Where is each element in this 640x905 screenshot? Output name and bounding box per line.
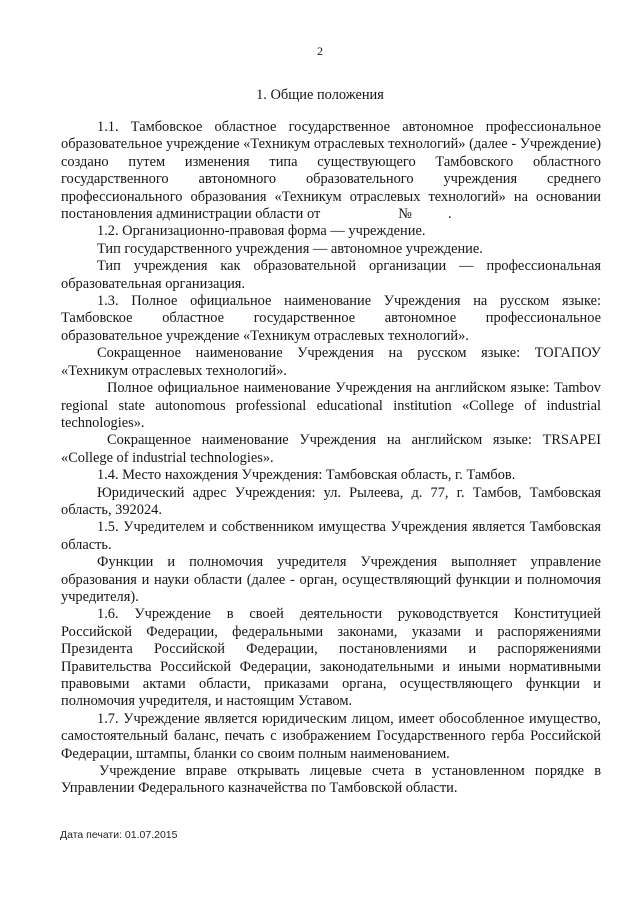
paragraph-1-2: 1.2. Организационно-правовая форма — учреждение. xyxy=(97,223,426,240)
paragraph-1-3: 1.3. Полное официальное наименование Учреждения на русском языке: Тамбовское областное государственное автономное профессиональное образовательное учреждение «Техникум отраслевых технологий». xyxy=(61,293,601,344)
document-body xyxy=(61,119,601,798)
paragraph-1-1-text: 1.1. Тамбовское областное государственное автономное профессиональное образовательное учреждение «Техникум отраслевых технологий» (далее - Учреждение) создано путем изменения типа существующего Тамбовского областного государственного автономного образовательного учреждения среднего профессионального образования «Техникум отраслевых технологий» на основании постановления администрации области от xyxy=(61,119,601,223)
page-number: 2 xyxy=(317,44,323,58)
paragraph-1-2-edu-type: Тип учреждения как образовательной организации — профессиональная образовательная организация. xyxy=(61,258,601,292)
paragraph-1-3-short-en: Сокращенное наименование Учреждения на английском языке: TRSAPEI «College of industrial technologies». xyxy=(61,432,601,466)
paragraph-1-3-short-ru: Сокращенное наименование Учреждения на русском языке: ТОГАПОУ «Техникум отраслевых технологий». xyxy=(61,345,601,379)
paragraph-1-1-end: . xyxy=(447,206,452,223)
number-sign: № xyxy=(398,206,412,223)
paragraph-1-5: 1.5. Учредителем и собственником имущества Учреждения является Тамбовская область. xyxy=(61,519,601,553)
paragraph-1-3-full-en: Полное официальное наименование Учреждения на английском языке: Tambov regional state autonomous professional educational institution «College of industrial technologies». xyxy=(61,380,601,431)
paragraph-1-7-accounts: Учреждение вправе открывать лицевые счета в установленном порядке в Управлении Федерального казначейства по Тамбовской области. xyxy=(61,763,601,797)
paragraph-1-1 xyxy=(61,119,601,223)
print-date: Дата печати: 01.07.2015 xyxy=(60,829,178,841)
paragraph-1-6: 1.6. Учреждение в своей деятельности руководствуется Конституцией Российской Федерации, федеральными законами, указами и распоряжениями Президента Российской Федерации, постановлениями и распоряжениями Правительства Российской Федерации, законодательными и иными нормативными правовыми актами области, приказами органа, осуществляющего функции и полномочия учредителя, и настоящим Уставом. xyxy=(61,606,601,710)
paragraph-1-7: 1.7. Учреждение является юридическим лицом, имеет обособленное имущество, самостоятельный баланс, печать с изображением Государственного герба Российской Федерации, штампы, бланки со своим полным наименованием. xyxy=(61,710,601,762)
paragraph-1-4-legal-address: Юридический адрес Учреждения: ул. Рылеева, д. 77, г. Тамбов, Тамбовская область, 392024. xyxy=(61,484,601,518)
paragraph-1-5-functions: Функции и полномочия учредителя Учреждения выполняет управление образования и науки области (далее - орган, осуществляющий функции и полномочия учредителя). xyxy=(61,554,601,605)
section-title: 1. Общие положения xyxy=(256,87,384,103)
paragraph-1-2-state-type: Тип государственного учреждения — автономное учреждение. xyxy=(97,240,483,257)
paragraph-1-4: 1.4. Место нахождения Учреждения: Тамбовская область, г. Тамбов. xyxy=(97,467,516,484)
